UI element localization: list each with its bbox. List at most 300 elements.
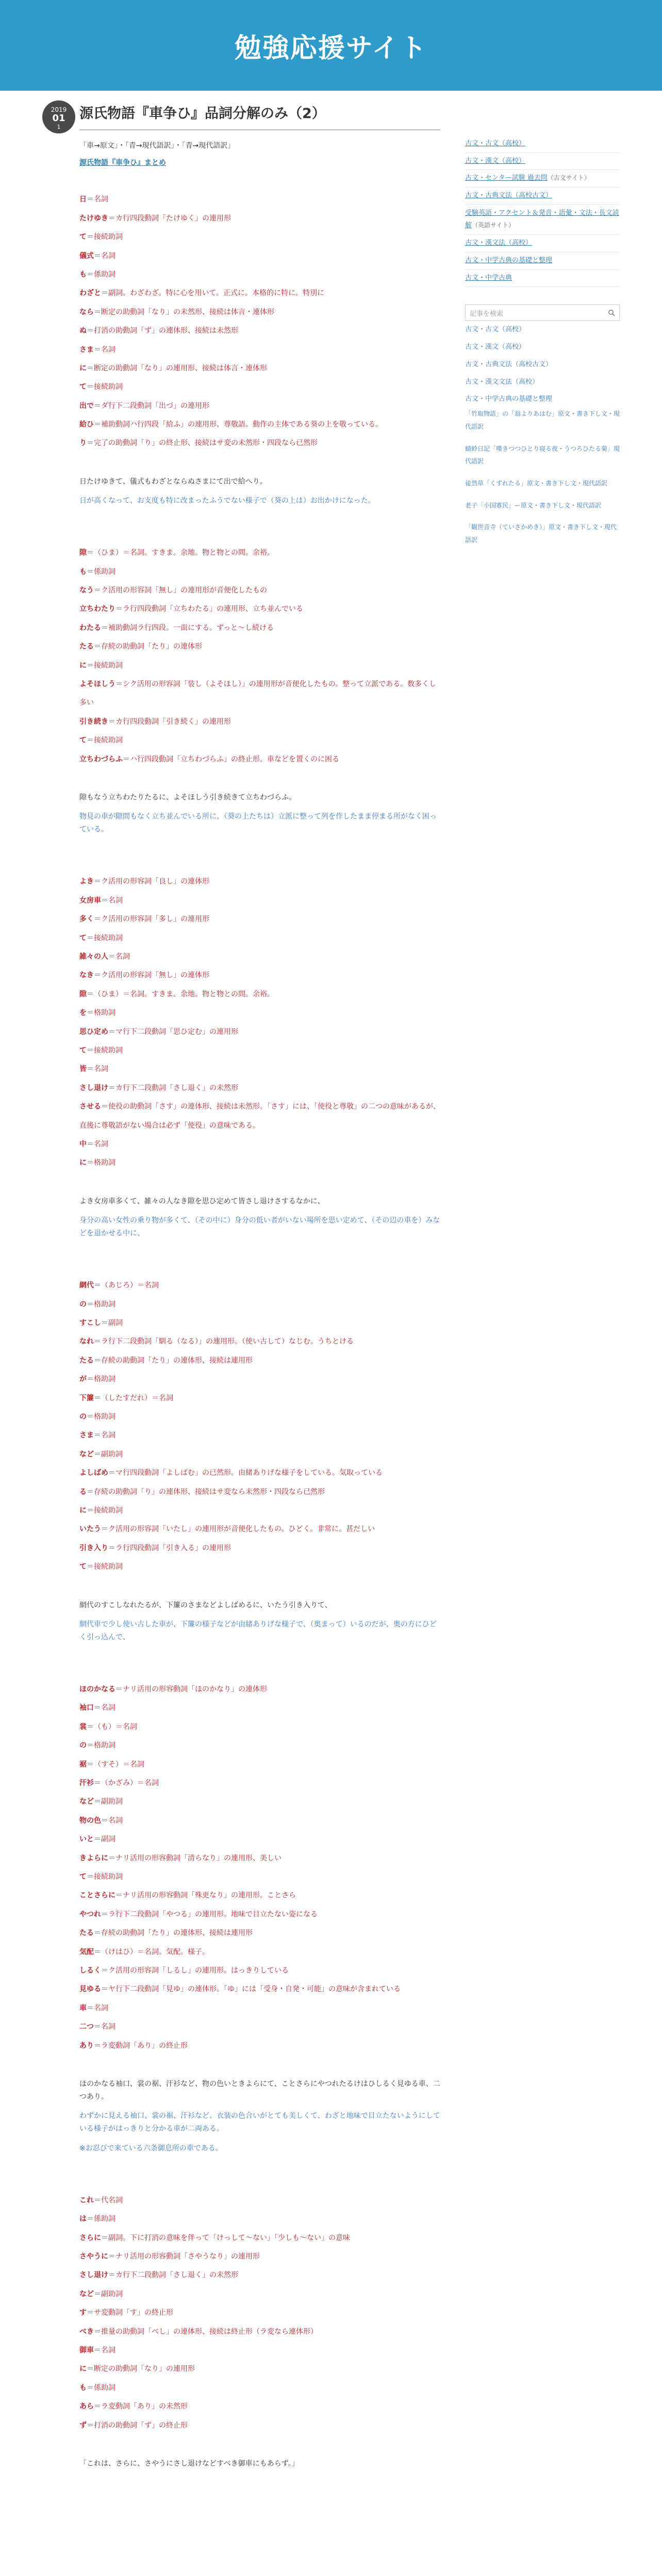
word-row: やつれ＝ラ行下二段動詞「やつる」の連用形。地味で目立たない姿になる xyxy=(79,1910,318,1919)
word-row: 立ちわづらふ＝ハ行四段動詞「立ちわづらふ」の終止形。車などを置くのに困る xyxy=(79,755,339,764)
spacer xyxy=(79,1612,440,1618)
post-main xyxy=(51,91,440,2513)
word-row: わざと＝副詞。わざわざ。特に心を用いて。正式に。本格的に特に。特別に xyxy=(79,289,325,298)
post-content xyxy=(79,140,440,2513)
analysis-block xyxy=(79,2191,440,2513)
search-box[interactable] xyxy=(465,304,620,321)
word-row: きよらに＝ナリ活用の形容動詞「清らなり」の連用形、美しい xyxy=(79,1854,282,1862)
word: など xyxy=(79,1798,94,1806)
word-row: べき＝推量の助動詞「べし」の連体形、接続は終止形（ラ変なら連体形） xyxy=(79,2327,318,2336)
word: も xyxy=(79,567,87,576)
word-analysis: 名詞 xyxy=(94,1140,108,1148)
word-analysis: 副詞。下に打消の意味を伴って「けっして～ない」「少しも～ない」の意味 xyxy=(108,2233,350,2242)
word-analysis: ナリ活用の形容動詞「清らなり」の連用形、美しい xyxy=(115,1854,282,1862)
word-row: の＝格助詞 xyxy=(79,1413,115,1421)
word-analysis: 断定の助動詞「なり」の未然形、接続は体言・連体形 xyxy=(101,308,274,316)
word-row: たる＝存続の助動詞「たり」の連体形 xyxy=(79,642,202,651)
word: 引き入り xyxy=(79,1544,108,1552)
word: も xyxy=(79,270,87,279)
word-analysis: 名詞 xyxy=(101,251,115,260)
source-text: 網代のすこしなれたるが、下簾のさまなどよしばめるに、いたう引き入りて、 xyxy=(79,1601,332,1609)
word-analysis: （ひま）＝名詞。すきま。余地。物と物との間。余裕。 xyxy=(94,549,274,557)
word-row: に＝断定の助動詞「なり」の連用形、接続は体言・連体形 xyxy=(79,364,267,372)
spacer xyxy=(79,2477,440,2513)
spacer xyxy=(79,1173,440,1195)
word: の xyxy=(79,1300,87,1309)
sidebar-link-item xyxy=(465,135,620,153)
summary-link[interactable]: 源氏物語『車争ひ』まとめ xyxy=(79,159,166,167)
word-row: も＝係助詞 xyxy=(79,270,115,279)
word-analysis: カ行下二段動詞「さし退く」の未然形 xyxy=(115,1083,238,1092)
analysis-blocks xyxy=(79,190,440,2513)
word-analysis: ナリ活用の形容動詞「ほのかなり」の連体形 xyxy=(123,1685,267,1694)
site-header xyxy=(0,0,662,91)
word: る xyxy=(79,1487,87,1496)
word-analysis: 完了の助動詞「り」の終止形、接続はサ変の未然形・四段なら已然形 xyxy=(94,439,318,448)
word-analysis: シク活用の形容詞「装し（よそほし）」の連用形が音便化したもの。整って立派である。数多くし多い xyxy=(79,680,437,707)
word-row: ぬ＝打消の助動詞「ず」の連体形、接続は未然形 xyxy=(79,327,238,335)
recent-link[interactable]: 蜻蛉日記「嘆きつつひとり寝る夜・うつろひたる菊」現代語訳 xyxy=(465,445,620,465)
word: いたう xyxy=(79,1525,101,1534)
post-title: 源氏物語『車争ひ』品詞分解のみ（2） xyxy=(79,91,440,130)
word-analysis: 副詞。わざわざ。特に心を用いて。正式に。本格的に特に。特別に xyxy=(108,289,325,298)
word-row: て＝接続助詞 xyxy=(79,1873,123,1881)
word-analysis: ラ行四段動詞「引き入る」の連用形 xyxy=(115,1544,231,1552)
source-text: 隙もなう立ちわたりたるに、よそほしう引き続きて立ちわづらふ。 xyxy=(79,793,296,802)
word: あら xyxy=(79,2402,94,2411)
word-analysis: 接続助詞 xyxy=(94,736,123,745)
word-analysis: 格助詞 xyxy=(94,1300,115,1309)
word: 下簾 xyxy=(79,1394,94,1402)
word: など xyxy=(79,2290,94,2298)
word-row: さま＝名詞 xyxy=(79,345,115,354)
word-analysis: 接続助詞 xyxy=(94,1873,123,1881)
word-analysis: 存続の助動詞「たり」の連体形、接続は連用形 xyxy=(101,1929,253,1938)
word: 中 xyxy=(79,1140,87,1148)
word-row: て＝接続助詞 xyxy=(79,934,123,942)
recent-link[interactable]: 「竹取物語」の「翁よりあはむ」原文・書き下し文・現代語訳 xyxy=(465,410,620,430)
word: いと xyxy=(79,1835,94,1844)
word-row: 引き入り＝ラ行四段動詞「引き入る」の連用形 xyxy=(79,1544,231,1552)
word: に xyxy=(79,364,87,372)
category-item xyxy=(465,338,620,356)
sidebar-link[interactable]: 古文・漢文法（高校） xyxy=(465,239,533,247)
word-analysis: 推量の助動詞「べし」の連体形、接続は終止形（ラ変なら連体形） xyxy=(101,2327,318,2336)
word: なれ xyxy=(79,1337,94,1346)
recent-link[interactable]: 「観世音寺（ていさかめき）」原文・書き下し文・現代語訳 xyxy=(465,523,617,544)
category-link[interactable]: 古文・古文（高校） xyxy=(465,326,526,334)
sidebar-link[interactable]: 古文・漢文（高校） xyxy=(465,157,526,165)
word-row: に＝接続助詞 xyxy=(79,661,123,670)
word: さやうに xyxy=(79,2252,108,2261)
word-row: など＝副助詞 xyxy=(79,1450,123,1459)
word: を xyxy=(79,1009,87,1018)
word-analysis: ラ行四段動詞「立ちわたる」の連用形、立ち並んでいる xyxy=(123,605,303,614)
category-link[interactable]: 古文・漢文（高校） xyxy=(465,343,526,351)
word-analysis: カ行下二段動詞「さし退く」の未然形 xyxy=(115,2271,238,2280)
sidebar-link[interactable]: 古文・古文（高校） xyxy=(465,140,526,147)
word-row: 御車＝名詞 xyxy=(79,2346,115,2354)
word-row: たる＝存続の助動詞「たり」の連体形、接続は連用形 xyxy=(79,1356,253,1365)
word-analysis: 副詞 xyxy=(108,1319,123,1328)
word-row: 給ひ＝補助動詞ハ行四段「給ふ」の連用形、尊敬語。動作の主体である葵の上を敬っている。 xyxy=(79,420,383,429)
word-analysis: 格助詞 xyxy=(94,1009,115,1018)
word-row: なら＝断定の助動詞「なり」の未然形、接続は体言・連体形 xyxy=(79,308,274,316)
word-row: これ＝代名詞 xyxy=(79,2196,123,2205)
word: て xyxy=(79,1046,87,1055)
word: しるく xyxy=(79,1966,101,1975)
word: 網代 xyxy=(79,1281,94,1290)
word: なう xyxy=(79,586,94,595)
word-row: 日＝名詞 xyxy=(79,195,108,204)
word-analysis: 係助詞 xyxy=(94,270,115,279)
word: て xyxy=(79,736,87,745)
word-analysis: カ行四段動詞「たけゆく」の連用形 xyxy=(115,214,231,223)
word-analysis: 使役の助動詞「さす」の連体形、接続は未然形。「さす」には、「使役と尊敬」の二つの意味があるが、直後に尊敬語がない場合は必ず「使役」の意味である。 xyxy=(79,1103,440,1130)
date-year: 2019 xyxy=(51,106,67,113)
word-analysis: 存続の助動詞「たり」の連体形、接続は連用形 xyxy=(101,1356,253,1365)
word-analysis: ク活用の形容詞「無し」の連用形が音便化したもの xyxy=(101,586,267,595)
word-row: たけゆき＝カ行四段動詞「たけゆく」の連用形 xyxy=(79,214,231,223)
word-analysis: 副助詞 xyxy=(101,1798,123,1806)
word-row: を＝格助詞 xyxy=(79,1009,115,1018)
word: 儀式 xyxy=(79,251,94,260)
word-row: 汗衫＝（かざみ）＝名詞 xyxy=(79,1779,159,1788)
word-row: さやうに＝ナリ活用の形容動詞「さやうなり」の連用形 xyxy=(79,2252,260,2261)
word-row: も＝係助詞 xyxy=(79,567,115,576)
spacer xyxy=(79,2435,440,2458)
word-analysis: 格助詞 xyxy=(94,1413,115,1421)
word: なら xyxy=(79,308,94,316)
word-analysis: 名詞 xyxy=(101,1431,115,1440)
word-analysis: 副助詞 xyxy=(101,2290,123,2298)
word: ことさらに xyxy=(79,1891,115,1900)
spacer xyxy=(79,1644,440,1680)
sidebar-link-item xyxy=(465,252,620,270)
word: て xyxy=(79,1873,87,1881)
word-row: が＝格助詞 xyxy=(79,1375,115,1384)
word-analysis: 接続助詞 xyxy=(94,1506,123,1515)
word-row: に＝断定の助動詞「なり」の連用形 xyxy=(79,2365,195,2374)
site-title[interactable]: 勉強応援サイト xyxy=(234,32,428,64)
word: 御車 xyxy=(79,2346,94,2354)
word-analysis: （も）＝名詞 xyxy=(94,1722,137,1731)
sidebar-link[interactable]: 古文・中学古典の基礎と整理 xyxy=(465,256,553,264)
spacer xyxy=(79,453,440,476)
translation-text: 身分の高い女性の乗り物が多くて、（その中に）身分の低い者がいない場所を思い定めて、（その辺の車を）みなどを退かせる中に、 xyxy=(79,1216,440,1238)
word-analysis: ラ変動詞「あり」の未然形 xyxy=(101,2402,188,2411)
word-row: あり＝ラ変動詞「あり」の終止形 xyxy=(79,2041,188,2050)
recent-link[interactable]: 老子「小国寡民」ー原文・書き下し文・現代語訳 xyxy=(465,501,602,509)
word: 給ひ xyxy=(79,420,94,429)
sidebar-link-item xyxy=(465,153,620,171)
word: 女房車 xyxy=(79,896,101,905)
word: べき xyxy=(79,2327,94,2336)
word: て xyxy=(79,1563,87,1571)
analysis-block xyxy=(79,1276,440,1680)
word: 立ちわたり xyxy=(79,605,115,614)
word: 車 xyxy=(79,2004,87,2012)
word-analysis: ク活用の形容詞「良し」の連体形 xyxy=(101,877,209,886)
sidebar-link[interactable]: 古文・古典文法（高校古文） xyxy=(465,192,553,200)
word-analysis: 名詞 xyxy=(94,1065,108,1074)
category-item xyxy=(465,391,620,408)
word-analysis: 打消の助動詞「ず」の終止形 xyxy=(94,2421,188,2430)
word-analysis: 断定の助動詞「なり」の連用形 xyxy=(94,2365,195,2374)
note-text: ※お忍びで来ている六条御息所の車である。 xyxy=(79,2144,223,2153)
word-row: て＝接続助詞 xyxy=(79,1046,123,1055)
word-analysis: ナリ活用の形容動詞「さやうなり」の連用形 xyxy=(115,2252,260,2261)
word: あり xyxy=(79,2041,94,2050)
search-placeholder: 記事を検索 xyxy=(470,310,504,318)
category-link[interactable]: 古文・漢文文法（高校） xyxy=(465,378,539,386)
word-analysis: 名詞 xyxy=(108,896,123,905)
word: わざと xyxy=(79,289,101,298)
word-row: さし退け＝カ行下二段動詞「さし退く」の未然形 xyxy=(79,2271,238,2280)
word-row: ほのかなる＝ナリ活用の形容動詞「ほのかなり」の連体形 xyxy=(79,1685,267,1694)
word-row: 気配＝（けはひ）＝名詞。気配。様子。 xyxy=(79,1947,209,1956)
sidebar-link-item xyxy=(465,205,620,235)
word-analysis: 名詞 xyxy=(94,195,108,204)
word-row: いと＝副詞 xyxy=(79,1835,115,1844)
word-row: 車＝名詞 xyxy=(79,2004,108,2012)
spacer xyxy=(79,769,440,791)
spacer xyxy=(79,836,440,872)
word-row: 立ちわたり＝ラ行四段動詞「立ちわたる」の連用形、立ち並んでいる xyxy=(79,605,303,614)
word-analysis: ヤ行下二段動詞「見ゆ」の連体形。「ゆ」には「受身・自発・可能」の意味が含まれている xyxy=(108,1985,401,1994)
word-analysis: ラ行下二段動詞「やつる」の連用形。地味で目立たない姿になる xyxy=(108,1910,318,1919)
source-text: ほのかなる袖口、裳の裾、汗衫など、物の色いときよらにて、ことさらにやつれたるけはひしるく見ゆる車、二つあり。 xyxy=(79,2079,440,2102)
word-row: なれ＝ラ行下二段動詞「馴る（なる）」の連用形。（使い古して）なじむ。うちとける xyxy=(79,1337,354,1346)
word-analysis: ク活用の形容詞「いたし」の連用形が音便化したもの。ひどく。非常に。甚だしい xyxy=(108,1525,375,1534)
spacer xyxy=(79,804,440,810)
word: たる xyxy=(79,1356,94,1365)
word: これ xyxy=(79,2196,94,2205)
recent-item xyxy=(465,500,620,513)
translation-text: 日が高くなって、お支度も特に改まったふうでない様子で（葵の上は）お出かけになった。 xyxy=(79,497,375,505)
word: 裾 xyxy=(79,1760,87,1769)
word: さま xyxy=(79,345,94,354)
sidebar-link[interactable]: 古文・中学古典 xyxy=(465,274,512,282)
word-analysis: 接続助詞 xyxy=(94,661,123,670)
word: ぬ xyxy=(79,327,87,335)
word-row: わたる＝補助動詞ラ行四段。一面にする。ずっと～し続ける xyxy=(79,623,274,632)
category-item xyxy=(465,356,620,374)
word-row: なう＝ク活用の形容詞「無し」の連用形が音便化したもの xyxy=(79,586,267,595)
word-row: の＝格助詞 xyxy=(79,1300,115,1309)
word-analysis: ク活用の形容詞「しるし」の連用形。はっきりしている xyxy=(108,1966,289,1975)
analysis-block xyxy=(79,1680,440,2191)
word: させる xyxy=(79,1103,101,1111)
sidebar-link-note: （古文サイト） xyxy=(547,174,590,182)
word: は xyxy=(79,2215,87,2224)
word-analysis: カ行四段動詞「引き続く」の連用形 xyxy=(115,717,231,726)
word: に xyxy=(79,1159,87,1167)
word: 皆 xyxy=(79,1065,87,1074)
recent-link[interactable]: 徒然草「くずれたる」原文・書き下し文・現代語訳 xyxy=(465,479,608,487)
word-analysis: ク活用の形容詞「多し」の連用形 xyxy=(101,915,209,924)
word: 二つ xyxy=(79,2023,94,2031)
word: 立ちわづらふ xyxy=(79,755,123,764)
word-analysis: 副助詞 xyxy=(101,1450,123,1459)
word-row: 二つ＝名詞 xyxy=(79,2023,115,2031)
word-row: させる＝使役の助動詞「さす」の連体形、接続は未然形。「さす」には、「使役と尊敬」の二つの意味があるが、直後に尊敬語がない場合は必ず「使役」の意味である。 xyxy=(79,1103,440,1130)
word: さらに xyxy=(79,2233,101,2242)
recent-item xyxy=(465,443,620,468)
word-analysis: 代名詞 xyxy=(101,2196,123,2205)
word-analysis: ク活用の形容詞「無し」の連体形 xyxy=(101,971,209,980)
word: すこし xyxy=(79,1319,101,1328)
word-row: たる＝存続の助動詞「たり」の連体形、接続は連用形 xyxy=(79,1929,253,1938)
word: の xyxy=(79,1413,87,1421)
word-row: の＝格助詞 xyxy=(79,1741,115,1750)
word-row: て＝接続助詞 xyxy=(79,1563,123,1571)
word-row: すこし＝副詞 xyxy=(79,1319,123,1328)
word-row: 袖口＝名詞 xyxy=(79,1704,115,1713)
word-row: て＝接続助詞 xyxy=(79,383,123,392)
word: 気配 xyxy=(79,1947,94,1956)
word-analysis: 補助動詞ラ行四段。一面にする。ずっと～し続ける xyxy=(108,623,274,632)
spacer xyxy=(79,1577,440,1599)
sidebar-link[interactable]: 受験英語・アクセント＆発音・語彙・文法・長文読解 xyxy=(465,209,619,230)
word: 日 xyxy=(79,195,87,204)
word: て xyxy=(79,233,87,242)
word: に xyxy=(79,1506,87,1515)
word-analysis: 接続助詞 xyxy=(94,1563,123,1571)
word: 汗衫 xyxy=(79,1779,94,1788)
source-text: 「これは、さらに、さやうにさし退けなどすべき御車にもあらず。」 xyxy=(79,2459,299,2468)
word: ず xyxy=(79,2421,87,2430)
date-month: 01 xyxy=(52,113,65,124)
word: ほのかなる xyxy=(79,1685,115,1694)
word-analysis: 格助詞 xyxy=(94,1741,115,1750)
word: り xyxy=(79,439,87,448)
word: に xyxy=(79,2365,87,2374)
word: わたる xyxy=(79,623,101,632)
spacer xyxy=(79,2470,440,2477)
word-analysis: （すそ）＝名詞 xyxy=(94,1760,144,1769)
word-row: よそほしう＝シク活用の形容詞「装し（よそほし）」の連用形が音便化したもの。整って立派である。数多くし多い xyxy=(79,680,437,707)
word-analysis: 接続助詞 xyxy=(94,934,123,942)
word-row: 出で＝ダ行下二段動詞「出づ」の連用形 xyxy=(79,401,209,410)
date-day: 1 xyxy=(57,124,61,130)
word-row: に＝接続助詞 xyxy=(79,1506,123,1515)
sidebar-link-note: （英語サイト） xyxy=(472,222,515,229)
word-analysis: （したすだれ）＝名詞 xyxy=(101,1394,173,1402)
translation-text: わずかに見える袖口、裳の裾、汗衫など、衣装の色合いがとても美しくて、わざと地味で目立たないようにしている様子がはっきりと分かる車が二両ある。 xyxy=(79,2112,440,2133)
word: 出で xyxy=(79,401,94,410)
word-row: など＝副助詞 xyxy=(79,1798,123,1806)
word: やつれ xyxy=(79,1910,101,1919)
word-analysis: 格助詞 xyxy=(94,1159,115,1167)
word: さし退け xyxy=(79,2271,108,2280)
sidebar-link-item xyxy=(465,235,620,252)
word-row: なき＝ク活用の形容詞「無し」の連体形 xyxy=(79,971,209,980)
spacer xyxy=(79,1208,440,1214)
analysis-block xyxy=(79,872,440,1276)
spacer xyxy=(79,2136,440,2142)
word-analysis: 格助詞 xyxy=(94,1375,115,1384)
word-analysis: 名詞 xyxy=(101,2023,115,2031)
word: 物の色 xyxy=(79,1816,101,1825)
source-text: 日たけゆきて、儀式もわざとならぬさまにて出で給へり。 xyxy=(79,477,267,486)
category-item xyxy=(465,321,620,338)
word-row: に＝格助詞 xyxy=(79,1159,115,1167)
word-row: しるく＝ク活用の形容詞「しるし」の連用形。はっきりしている xyxy=(79,1966,289,1975)
word-row: 網代＝（あじろ）＝名詞 xyxy=(79,1281,159,1290)
spacer xyxy=(79,2055,440,2078)
word: も xyxy=(79,2383,87,2392)
word: 隙 xyxy=(79,549,87,557)
word-analysis: ラ変動詞「あり」の終止形 xyxy=(101,2041,188,2050)
word: 裳 xyxy=(79,1722,87,1731)
word-row: 思ひ定め＝マ行下二段動詞「思ひ定む」の連用形 xyxy=(79,1027,238,1036)
word-row: 儀式＝名詞 xyxy=(79,251,115,260)
word-row: さし退け＝カ行下二段動詞「さし退く」の未然形 xyxy=(79,1083,238,1092)
word-analysis: ダ行下二段動詞「出づ」の連用形 xyxy=(101,401,209,410)
word: が xyxy=(79,1375,87,1384)
word-row: る＝存続の助動詞「り」の連体形、接続はサ変なら未然形・四段なら已然形 xyxy=(79,1487,325,1496)
analysis-block xyxy=(79,544,440,872)
word: よそほしう xyxy=(79,680,115,688)
word-row: 隙＝（ひま）＝名詞。すきま。余地。物と物との間。余裕。 xyxy=(79,549,274,557)
word-analysis: （ひま）＝名詞。すきま。余地。物と物との間。余裕。 xyxy=(94,990,274,998)
sidebar-link[interactable]: 古文・センター試験 過去問 xyxy=(465,174,548,182)
date-badge xyxy=(42,100,75,133)
word-analysis: 存続の助動詞「たり」の連体形 xyxy=(101,642,202,651)
category-link[interactable]: 古文・古典文法（高校古文） xyxy=(465,360,553,368)
search-icon[interactable] xyxy=(608,309,615,316)
translation-text: 物見の車が隙間もなく立ち並んでいる所に、（葵の上たちは）立派に整って列を作したまま停まる所がなく困っている。 xyxy=(79,812,437,834)
category-item xyxy=(465,374,620,391)
sidebar-link-item xyxy=(465,270,620,287)
word: たる xyxy=(79,1929,94,1938)
word-analysis: 接続助詞 xyxy=(94,1046,123,1055)
word: 袖口 xyxy=(79,1704,94,1713)
word-row: いたう＝ク活用の形容詞「いたし」の連用形が音便化したもの。ひどく。非常に。甚だしい xyxy=(79,1525,375,1534)
word-row: さま＝名詞 xyxy=(79,1431,115,1440)
word-analysis: ナリ活用の形容動詞「殊更なり」の連用形。ことさら xyxy=(123,1891,296,1900)
word: す xyxy=(79,2309,87,2317)
word-analysis: 係助詞 xyxy=(94,2215,115,2224)
word: なき xyxy=(79,971,94,980)
word-analysis: 名詞 xyxy=(94,2004,108,2012)
word-row: 雑々の人＝名詞 xyxy=(79,953,130,961)
analysis-block xyxy=(79,190,440,544)
recent-item xyxy=(465,521,620,547)
word-analysis: ハ行四段動詞「立ちわづらふ」の終止形。車などを置くのに困る xyxy=(130,755,339,764)
word-row: 多く＝ク活用の形容詞「多し」の連用形 xyxy=(79,915,209,924)
word: の xyxy=(79,1741,87,1750)
word: よしばめ xyxy=(79,1469,108,1478)
word-analysis: 補助動詞ハ行四段「給ふ」の連用形、尊敬語。動作の主体である葵の上を敬っている。 xyxy=(101,420,383,429)
category-link[interactable]: 古文・中学古典の基礎と整理 xyxy=(465,395,553,403)
word: 隙 xyxy=(79,990,87,998)
word-row: 裾＝（すそ）＝名詞 xyxy=(79,1760,144,1769)
word-row: よき＝ク活用の形容詞「良し」の連体形 xyxy=(79,877,209,886)
word-row: 中＝名詞 xyxy=(79,1140,108,1148)
translation-text: 網代車で少し使い古した車が、下簾の様子などが由緒ありげな様子で、（奥まって）いるのだが、奥の方にひどく引っ込んで、 xyxy=(79,1620,437,1641)
spacer xyxy=(79,488,440,495)
word: 見ゆる xyxy=(79,1985,101,1994)
spacer xyxy=(79,507,440,544)
word-row: は＝係助詞 xyxy=(79,2215,115,2224)
word: 多く xyxy=(79,915,94,924)
word-analysis: 係助詞 xyxy=(94,2383,115,2392)
word-row: 隙＝（ひま）＝名詞。すきま。余地。物と物との間。余裕。 xyxy=(79,990,274,998)
word: て xyxy=(79,383,87,392)
word-row: 皆＝名詞 xyxy=(79,1065,108,1074)
